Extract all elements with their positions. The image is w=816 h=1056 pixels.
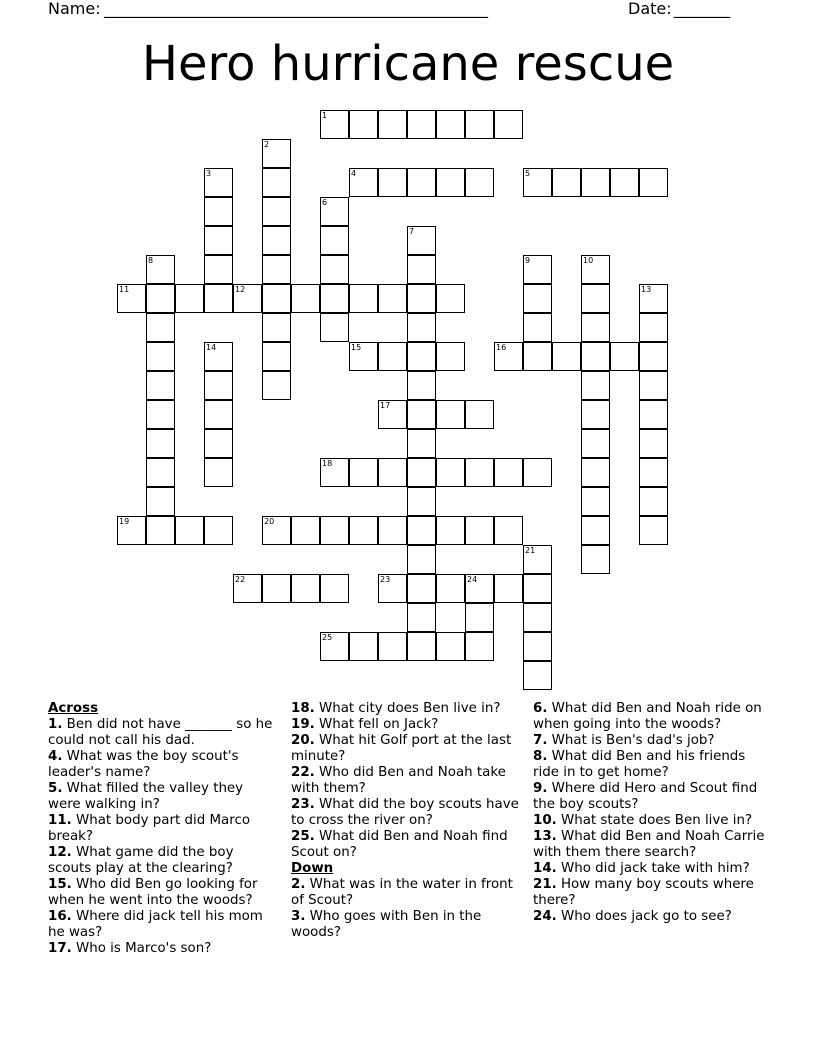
clue-item-number: 3. <box>291 909 306 924</box>
clue-item <box>48 877 273 909</box>
grid-cell[interactable] <box>291 574 320 603</box>
grid-cell[interactable] <box>378 458 407 487</box>
grid-cell[interactable] <box>494 458 523 487</box>
grid-cell[interactable] <box>407 429 436 458</box>
clue-item-number: 23. <box>291 797 315 812</box>
clue-item-text: How many boy scouts where there? <box>533 877 754 908</box>
clue-item-text: Who goes with Ben in the woods? <box>291 909 482 940</box>
clue-item-text: What state does Ben live in? <box>556 813 753 828</box>
grid-cell[interactable] <box>436 110 465 139</box>
grid-cell[interactable] <box>407 255 436 284</box>
clue-item-number: 21. <box>533 877 557 892</box>
name-field[interactable]: ________________________________________________ <box>104 0 488 18</box>
grid-cell[interactable] <box>349 632 378 661</box>
grid-cell[interactable] <box>204 400 233 429</box>
grid-cell[interactable] <box>146 313 175 342</box>
clue-item <box>533 909 768 925</box>
grid-cell[interactable] <box>436 574 465 603</box>
grid-cell[interactable] <box>378 516 407 545</box>
clue-item-number: 15. <box>48 877 72 892</box>
clue-item <box>48 749 273 781</box>
grid-cell[interactable] <box>523 342 552 371</box>
clue-item <box>291 765 526 797</box>
grid-cell[interactable] <box>233 574 262 603</box>
grid-cell[interactable] <box>320 226 349 255</box>
grid-cell[interactable] <box>465 574 494 603</box>
clue-item <box>291 701 526 717</box>
grid-cell[interactable] <box>262 516 291 545</box>
grid-cell[interactable] <box>523 574 552 603</box>
grid-cell[interactable] <box>581 255 610 284</box>
grid-cell[interactable] <box>204 284 233 313</box>
clue-item-text: What did Ben and Noah ride on when going into the woods? <box>533 701 762 732</box>
grid-cell[interactable] <box>378 110 407 139</box>
grid-cell[interactable] <box>320 197 349 226</box>
clue-item-text: What was in the water in front of Scout? <box>291 877 513 908</box>
clue-item-number: 5. <box>48 781 63 796</box>
clue-item-text: Who does jack go to see? <box>556 909 732 924</box>
clue-item-text: What did the boy scouts have to cross the river on? <box>291 797 519 828</box>
clue-item-number: 14. <box>533 861 557 876</box>
clue-number: 14 <box>206 343 217 352</box>
grid-cell[interactable] <box>552 342 581 371</box>
grid-cell[interactable] <box>581 458 610 487</box>
grid-cell[interactable] <box>146 400 175 429</box>
grid-cell[interactable] <box>436 632 465 661</box>
clue-number: 21 <box>525 546 536 555</box>
clue-number: 25 <box>322 633 333 642</box>
grid-cell[interactable] <box>407 110 436 139</box>
grid-cell[interactable] <box>204 226 233 255</box>
clue-number: 8 <box>148 256 154 265</box>
grid-cell[interactable] <box>436 342 465 371</box>
clue-item-number: 13. <box>533 829 557 844</box>
clue-item <box>48 717 273 749</box>
clue-item-number: 11. <box>48 813 72 828</box>
grid-cell[interactable] <box>523 255 552 284</box>
clue-number: 16 <box>496 343 507 352</box>
grid-cell[interactable] <box>436 284 465 313</box>
grid-cell[interactable] <box>523 545 552 574</box>
clue-item <box>533 829 768 861</box>
grid-cell[interactable] <box>581 313 610 342</box>
grid-cell[interactable] <box>146 516 175 545</box>
grid-cell[interactable] <box>407 516 436 545</box>
grid-cell[interactable] <box>320 284 349 313</box>
grid-cell[interactable] <box>204 197 233 226</box>
clue-column-1 <box>48 701 273 957</box>
clue-number: 20 <box>264 517 275 526</box>
clue-item <box>533 749 768 781</box>
grid-cell[interactable] <box>581 284 610 313</box>
grid-cell[interactable] <box>639 168 668 197</box>
clue-item <box>533 781 768 813</box>
grid-cell[interactable] <box>407 226 436 255</box>
clue-number: 11 <box>119 285 130 294</box>
grid-cell[interactable] <box>320 632 349 661</box>
grid-cell[interactable] <box>581 400 610 429</box>
grid-cell[interactable] <box>523 603 552 632</box>
grid-cell[interactable] <box>204 342 233 371</box>
clue-item-text: Who did Ben go looking for when he went into the woods? <box>48 877 258 908</box>
grid-cell[interactable] <box>378 342 407 371</box>
clue-item-text: Ben did not have _______ so he could not call his dad. <box>48 717 273 748</box>
grid-cell[interactable] <box>407 168 436 197</box>
grid-cell[interactable] <box>407 603 436 632</box>
clue-item <box>533 861 768 877</box>
grid-cell[interactable] <box>523 168 552 197</box>
grid-cell[interactable] <box>436 400 465 429</box>
grid-cell[interactable] <box>175 516 204 545</box>
grid-cell[interactable] <box>378 168 407 197</box>
clue-column-3 <box>533 701 768 925</box>
clue-item-text: What body part did Marco break? <box>48 813 251 844</box>
clue-item-number: 20. <box>291 733 315 748</box>
clue-item-text: What did Ben and Noah find Scout on? <box>291 829 508 860</box>
clue-number: 19 <box>119 517 130 526</box>
grid-cell[interactable] <box>639 458 668 487</box>
grid-cell[interactable] <box>523 632 552 661</box>
grid-cell[interactable] <box>262 197 291 226</box>
grid-cell[interactable] <box>146 487 175 516</box>
clue-item-number: 1. <box>48 717 63 732</box>
grid-cell[interactable] <box>407 574 436 603</box>
grid-cell[interactable] <box>465 516 494 545</box>
grid-cell[interactable] <box>146 255 175 284</box>
clue-item <box>291 797 526 829</box>
across-heading: Across <box>48 701 99 716</box>
clue-item-text: What was the boy scout's leader's name? <box>48 749 239 780</box>
clue-item <box>48 909 273 941</box>
grid-cell[interactable] <box>378 400 407 429</box>
clue-item <box>533 877 768 909</box>
grid-cell[interactable] <box>320 255 349 284</box>
grid-cell[interactable] <box>204 168 233 197</box>
grid-cell[interactable] <box>581 342 610 371</box>
grid-cell[interactable] <box>262 371 291 400</box>
grid-cell[interactable] <box>204 371 233 400</box>
down-heading: Down <box>291 861 334 876</box>
clue-item-number: 9. <box>533 781 548 796</box>
grid-cell[interactable] <box>552 168 581 197</box>
across-clue-list-continued <box>291 701 526 861</box>
clue-item-number: 18. <box>291 701 315 716</box>
grid-cell[interactable] <box>262 284 291 313</box>
grid-cell[interactable] <box>146 429 175 458</box>
clue-number: 7 <box>409 227 415 236</box>
clue-item-number: 17. <box>48 941 72 956</box>
grid-cell[interactable] <box>494 516 523 545</box>
clue-item-number: 19. <box>291 717 315 732</box>
clue-item <box>48 845 273 877</box>
clue-item <box>533 733 768 749</box>
grid-cell[interactable] <box>465 168 494 197</box>
grid-cell[interactable] <box>581 487 610 516</box>
clue-item-number: 25. <box>291 829 315 844</box>
clue-item-text: What game did the boy scouts play at the clearing? <box>48 845 234 876</box>
grid-cell[interactable] <box>349 284 378 313</box>
date-label: Date: <box>628 0 672 18</box>
date-field[interactable]: _______ <box>674 0 730 18</box>
grid-cell[interactable] <box>639 400 668 429</box>
grid-cell[interactable] <box>291 284 320 313</box>
clue-item-number: 6. <box>533 701 548 716</box>
grid-cell[interactable] <box>610 168 639 197</box>
grid-cell[interactable] <box>639 284 668 313</box>
grid-cell[interactable] <box>262 342 291 371</box>
clue-item <box>291 733 526 765</box>
grid-cell[interactable] <box>523 458 552 487</box>
clue-item-text: What city does Ben live in? <box>314 701 501 716</box>
across-clue-list <box>48 717 273 957</box>
clue-number: 2 <box>264 140 270 149</box>
clue-item-number: 8. <box>533 749 548 764</box>
grid-cell[interactable] <box>523 661 552 690</box>
clue-number: 22 <box>235 575 246 584</box>
grid-cell[interactable] <box>349 516 378 545</box>
grid-cell[interactable] <box>175 284 204 313</box>
clue-item-text: Who is Marco's son? <box>71 941 212 956</box>
name-label: Name: <box>48 0 101 18</box>
grid-cell[interactable] <box>146 342 175 371</box>
clue-item-number: 7. <box>533 733 548 748</box>
grid-cell[interactable] <box>320 516 349 545</box>
grid-cell[interactable] <box>581 516 610 545</box>
grid-cell[interactable] <box>378 574 407 603</box>
grid-cell[interactable] <box>262 313 291 342</box>
grid-cell[interactable] <box>117 516 146 545</box>
grid-cell[interactable] <box>291 516 320 545</box>
clue-item <box>48 941 273 957</box>
grid-cell[interactable] <box>349 110 378 139</box>
grid-cell[interactable] <box>146 458 175 487</box>
grid-cell[interactable] <box>581 429 610 458</box>
grid-cell[interactable] <box>262 139 291 168</box>
clue-number: 10 <box>583 256 594 265</box>
grid-cell[interactable] <box>465 603 494 632</box>
clue-item-number: 10. <box>533 813 557 828</box>
clue-number: 15 <box>351 343 362 352</box>
grid-cell[interactable] <box>204 429 233 458</box>
clue-item-text: Who did jack take with him? <box>556 861 750 876</box>
clue-item-text: Where did Hero and Scout find the boy scouts? <box>533 781 758 812</box>
grid-cell[interactable] <box>639 487 668 516</box>
grid-cell[interactable] <box>320 313 349 342</box>
grid-cell[interactable] <box>465 400 494 429</box>
clue-item <box>48 813 273 845</box>
grid-cell[interactable] <box>639 313 668 342</box>
grid-cell[interactable] <box>494 342 523 371</box>
grid-cell[interactable] <box>523 313 552 342</box>
grid-cell[interactable] <box>436 458 465 487</box>
clue-item <box>533 813 768 829</box>
puzzle-title: Hero hurricane rescue <box>141 36 675 92</box>
clue-item-text: What filled the valley they were walking in? <box>48 781 244 812</box>
grid-cell[interactable] <box>581 545 610 574</box>
grid-cell[interactable] <box>523 284 552 313</box>
grid-cell[interactable] <box>407 371 436 400</box>
grid-cell[interactable] <box>407 284 436 313</box>
clue-item <box>533 701 768 733</box>
clue-item <box>291 717 526 733</box>
grid-cell[interactable] <box>407 545 436 574</box>
clue-number: 1 <box>322 111 328 120</box>
clue-item-number: 16. <box>48 909 72 924</box>
clue-number: 18 <box>322 459 333 468</box>
clue-number: 23 <box>380 575 391 584</box>
clue-number: 6 <box>322 198 328 207</box>
grid-cell[interactable] <box>407 487 436 516</box>
grid-cell[interactable] <box>146 371 175 400</box>
clue-item-text: Where did jack tell his mom he was? <box>48 909 263 940</box>
grid-cell[interactable] <box>262 255 291 284</box>
clue-item-number: 4. <box>48 749 63 764</box>
grid-cell[interactable] <box>204 458 233 487</box>
grid-cell[interactable] <box>262 574 291 603</box>
clue-item-text: Who did Ben and Noah take with them? <box>291 765 506 796</box>
grid-cell[interactable] <box>262 226 291 255</box>
clue-item <box>291 909 526 941</box>
clue-number: 4 <box>351 169 357 178</box>
grid-cell[interactable] <box>581 371 610 400</box>
grid-cell[interactable] <box>639 371 668 400</box>
grid-cell[interactable] <box>407 458 436 487</box>
clue-number: 9 <box>525 256 531 265</box>
grid-cell[interactable] <box>494 574 523 603</box>
grid-cell[interactable] <box>436 168 465 197</box>
clue-item <box>48 781 273 813</box>
down-clue-list <box>291 877 526 941</box>
clue-number: 12 <box>235 285 246 294</box>
grid-cell[interactable] <box>465 110 494 139</box>
grid-cell[interactable] <box>407 400 436 429</box>
grid-cell[interactable] <box>378 632 407 661</box>
clue-column-2 <box>291 701 526 941</box>
clue-item-text: What did Ben and his friends ride in to get home? <box>533 749 746 780</box>
grid-cell[interactable] <box>465 632 494 661</box>
grid-cell[interactable] <box>117 284 146 313</box>
grid-cell[interactable] <box>407 313 436 342</box>
clue-item <box>291 829 526 861</box>
grid-cell[interactable] <box>436 516 465 545</box>
clue-item <box>291 877 526 909</box>
grid-cell[interactable] <box>320 574 349 603</box>
grid-cell[interactable] <box>494 110 523 139</box>
clue-item-number: 24. <box>533 909 557 924</box>
clue-item-number: 2. <box>291 877 306 892</box>
clue-item-text: What did Ben and Noah Carrie with them there search? <box>533 829 765 860</box>
grid-cell[interactable] <box>465 458 494 487</box>
clue-item-text: What hit Golf port at the last minute? <box>291 733 512 764</box>
down-clue-list-continued <box>533 701 768 925</box>
clue-item-number: 22. <box>291 765 315 780</box>
clue-number: 24 <box>467 575 478 584</box>
clue-item-text: What is Ben's dad's job? <box>547 733 715 748</box>
clue-item-number: 12. <box>48 845 72 860</box>
grid-cell[interactable] <box>349 168 378 197</box>
clue-number: 17 <box>380 401 391 410</box>
grid-cell[interactable] <box>610 342 639 371</box>
grid-cell[interactable] <box>204 516 233 545</box>
grid-cell[interactable] <box>233 284 262 313</box>
grid-cell[interactable] <box>262 168 291 197</box>
grid-cell[interactable] <box>378 284 407 313</box>
clue-item-text: What fell on Jack? <box>314 717 439 732</box>
grid-cell[interactable] <box>349 458 378 487</box>
grid-cell[interactable] <box>204 255 233 284</box>
clue-number: 13 <box>641 285 652 294</box>
clue-number: 3 <box>206 169 212 178</box>
grid-cell[interactable] <box>349 342 378 371</box>
grid-cell[interactable] <box>320 110 349 139</box>
grid-cell[interactable] <box>639 429 668 458</box>
grid-cell[interactable] <box>146 284 175 313</box>
grid-cell[interactable] <box>407 632 436 661</box>
clue-number: 5 <box>525 169 531 178</box>
grid-cell[interactable] <box>407 342 436 371</box>
grid-cell[interactable] <box>639 516 668 545</box>
grid-cell[interactable] <box>581 168 610 197</box>
grid-cell[interactable] <box>320 458 349 487</box>
grid-cell[interactable] <box>639 342 668 371</box>
